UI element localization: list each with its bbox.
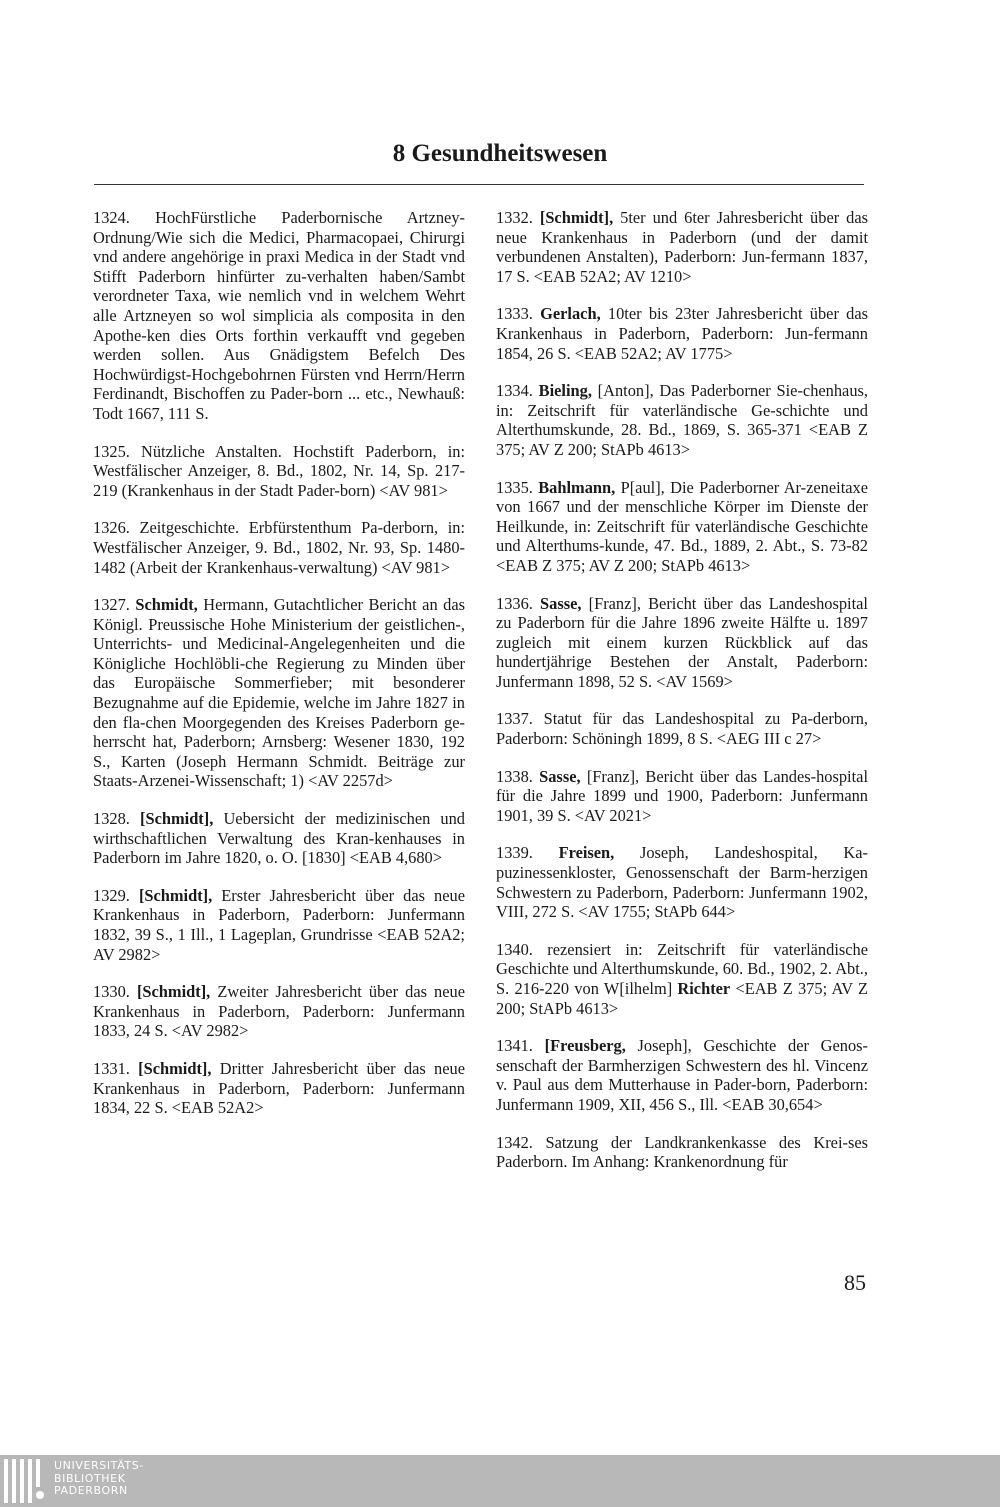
entry xyxy=(93,1059,465,1118)
entry-text: 1338. xyxy=(496,766,540,786)
entry-text: 10ter bis 23ter Jahresbericht über das Krankenhaus in Paderborn, Paderborn: Jun-fermann 1854, 26 S. <EAB 52A2; AV 1775> xyxy=(496,304,868,363)
entry xyxy=(496,940,868,1018)
entry-text: 1337. Statut für das Landeshospital zu Pa-derborn, Paderborn: Schöningh 1899, 8 S. <AEG III c 27> xyxy=(496,709,868,749)
entry xyxy=(496,594,868,692)
entry-text: Hermann, Gutachtlicher Bericht an das Königl. Preussische Hohe Ministerium der geistlichen-, Unterrichts- und Medicinal-Angelegenheiten und die Königliche Hochlöbli-che Regierung zu Minden über das Europäische Sommerfieber; mit besonderer Bezugnahme auf die Epidemie, welche im Jahre 1827 in den fla-chen Moorgegenden des Kreises Paderborn ge-herrscht hat, Paderborn; Arnsberg: Wesener 1830, 192 S., Karten (Joseph Hermann Schmidt. Beiträge zur Staats-Arzenei-Wissenschaft; 1) <AV 2257d> xyxy=(93,595,465,791)
right-column xyxy=(496,208,868,1190)
entry xyxy=(496,1133,868,1172)
entry-text: 1330. xyxy=(93,982,137,1002)
entry-text: Joseph, Landeshospital, Ka-puzinessenkloster, Genossenschaft der Barm-herzigen Schwestern zu Paderborn, Paderborn: Junfermann 1902, VIII, 272 S. <AV 1755; StAPb 644> xyxy=(496,843,868,922)
entry-text: Joseph], Geschichte der Genos-senschaft der Barmherzigen Schwestern des hl. Vincenz v. Paul aus dem Mutterhause in Pader-born, Paderborn: Junfermann 1909, XII, 456 S., Ill. <EAB 30,654> xyxy=(496,1036,868,1114)
library-name-line: PADERBORN xyxy=(54,1484,128,1497)
entry-author: Bieling, xyxy=(538,381,592,401)
entry-text: 5ter und 6ter Jahresbericht über das neue Krankenhaus in Paderborn (und der damit verbundenen Anstalten), Paderborn: Jun-fermann 1837, 17 S. <EAB 52A2; AV 1210> xyxy=(496,208,868,286)
entry-author: [Schmidt], xyxy=(539,208,614,227)
entry-text: 1327. xyxy=(93,595,136,615)
page-number: 85 xyxy=(844,1270,866,1295)
entry xyxy=(496,304,868,363)
entry-text: 1325. Nützliche Anstalten. Hochstift Paderborn, in: Westfälischer Anzeiger, 8. Bd., 1802, Nr. 14, Sp. 217-219 (Krankenhaus in der Stadt Pader-born) <AV 981> xyxy=(93,441,465,500)
entry-author: Richter xyxy=(677,979,731,998)
entry-text: 1340. rezensiert in: Zeitschrift für vaterländische Geschichte und Alterthumskunde, 60. Bd., 1902, 2. Abt., S. 216-220 von W[ilhelm] xyxy=(496,939,868,998)
entry-author: [Freusberg, xyxy=(544,1036,626,1056)
entry-text: 1341. xyxy=(496,1036,545,1056)
entry-text: 1335. xyxy=(496,477,539,497)
entry-text: 1333. xyxy=(496,304,541,324)
entry-text: <EAB Z 375; AV Z 200; StAPb 4613> xyxy=(496,979,868,1018)
entry xyxy=(93,809,465,868)
entry-text: 1324. HochFürstliche Paderbornische Artzney-Ordnung/Wie sich die Medici, Pharmacopaei, Chirurgi vnd andere angehörige in praxi Medica in der Stadt vnd Stifft Paderborn hinfürter zu-verhalten haben/Sambt verordneter Taxa, wie nemlich vnd in welchem Wehrt alle Artzneyen so wol simplicia als composita in den Apothe-ken dies Orts forthin verkaufft vnd gegeben werden sollen. Aus Gnädigstem Befelch Des Hochwürdigst-Hochgebohrnen Fürsten vnd Herrn/Herrn Ferdinandt, Bischoffen zu Pader-born ... etc., Newhauß: Todt 1667, 111 S. xyxy=(93,208,465,423)
entry xyxy=(93,982,465,1041)
entry-text: Erster Jahresbericht über das neue Krankenhaus in Paderborn, Paderborn: Junfermann 1832, 39 S., 1 Ill., 1 Lageplan, Grundrisse <EAB 52A2; AV 2982> xyxy=(93,885,465,964)
entry-text: 1328. xyxy=(93,809,141,829)
entry-author: Schmidt, xyxy=(135,595,198,615)
entry-text: Zweiter Jahresbericht über das neue Krankenhaus in Paderborn, Paderborn: Junfermann 1833, 24 S. <AV 2982> xyxy=(93,982,465,1041)
entry-text: Uebersicht der medizinischen und wirthschaftlichen Verwaltung des Kran-kenhauses in Paderborn im Jahre 1820, o. O. [1830] <EAB 4,680> xyxy=(93,809,466,868)
entry-text: 1342. Satzung der Landkrankenkasse des Krei-ses Paderborn. Im Anhang: Krankenordnung für xyxy=(496,1132,868,1172)
entry-author: Freisen, xyxy=(558,843,615,863)
entry-text: [Franz], Bericht über das Landeshospital zu Paderborn für die Jahre 1896 zweite Hälfte u. 1897 zugleich mit einem kurzen Rückblick auf das hundertjährige Bestehen der Anstalt, Paderborn: Junfermann 1898, 52 S. <AV 1569> xyxy=(496,593,868,691)
entry-text: 1339. xyxy=(496,843,559,863)
entry-author: [Schmidt], xyxy=(138,1058,212,1078)
entry xyxy=(93,442,465,501)
entry-author: Sasse, xyxy=(539,766,581,786)
entry-text: 1336. xyxy=(496,593,541,613)
entry-text: [Anton], Das Paderborner Sie-chenhaus, in: Zeitschrift für vaterländische Ge-schichte und Alterthumskunde, 28. Bd., 1869, S. 365-371 <EAB Z 375; AV Z 200; StAPb 4613> xyxy=(496,381,868,459)
entry-author: [Schmidt], xyxy=(140,809,214,829)
entry xyxy=(93,886,465,964)
entry-text: 1331. xyxy=(93,1058,139,1078)
entry xyxy=(496,381,868,459)
logo-dot-icon xyxy=(36,1491,44,1499)
entry xyxy=(496,1036,868,1114)
entry-author: [Schmidt], xyxy=(136,982,211,1002)
entry xyxy=(496,767,868,826)
entry xyxy=(496,478,868,576)
library-name-line: BIBLIOTHEK xyxy=(54,1471,126,1485)
entry xyxy=(496,709,868,748)
entry-author: Sasse, xyxy=(540,593,582,613)
left-column xyxy=(93,208,465,1136)
entry xyxy=(496,843,868,921)
library-footer xyxy=(0,1455,1000,1507)
entry-text: Dritter Jahresbericht über das neue Krankenhaus in Paderborn, Paderborn: Junfermann 1834, 22 S. <EAB 52A2> xyxy=(93,1058,465,1118)
entry-author: Bahlmann, xyxy=(538,477,616,497)
entry xyxy=(93,518,465,577)
entry xyxy=(496,208,868,286)
entry-author: [Schmidt], xyxy=(138,885,213,905)
entry-text: 1332. xyxy=(496,208,540,227)
entry-text: 1326. Zeitgeschichte. Erbfürstenthum Pa-derborn, in: Westfälischer Anzeiger, 9. Bd., 1802, Nr. 93, Sp. 1480-1482 (Arbeit der Krankenhaus-verwaltung) <AV 981> xyxy=(93,518,465,577)
entry-text: 1334. xyxy=(496,381,539,401)
header-rule xyxy=(94,184,864,185)
entry xyxy=(93,208,465,424)
entry-text: P[aul], Die Paderborner Ar-zeneitaxe von 1667 und der menschliche Körper im Dienste der Heilkunde, in: Zeitschrift für vaterländische Geschichte und Alterthums-kunde, 47. Bd., 1889, 2. Abt., S. 73-82 <EAB Z 375; AV Z 200; StAPb 4613> xyxy=(496,477,868,575)
library-name-line: UNIVERSITÄTS- xyxy=(54,1459,144,1472)
library-name xyxy=(54,1460,144,1498)
entry-text: 1329. xyxy=(93,885,139,905)
entry-author: Gerlach, xyxy=(540,304,601,324)
page-title: 8 Gesundheitswesen xyxy=(392,140,608,167)
entry-text: [Franz], Bericht über das Landes-hospital für die Jahre 1899 und 1900, Paderborn: Junfermann 1901, 39 S. <AV 2021> xyxy=(496,766,868,825)
entry xyxy=(93,595,465,791)
